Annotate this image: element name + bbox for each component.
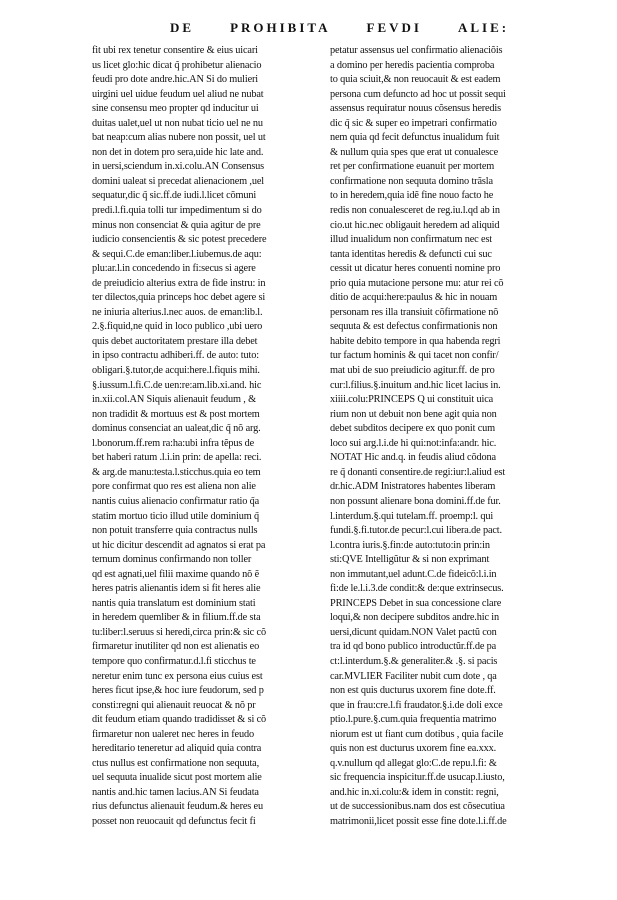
text-line: heres patris alienantis idem si fit heres alie	[92, 583, 261, 595]
text-line: non possunt alienare bona domini.ff.de fur.	[330, 495, 501, 507]
text-line: persona cum defuncto ad hoc ut possit sequi	[330, 88, 506, 100]
text-line: bet haberi ratum .l.i.in prin: de apella: reci.	[92, 452, 262, 464]
text-line: re q̃ donanti consentire.de regi:iur:l.aliud est	[330, 466, 506, 478]
text-line: hereditario teneretur ad aliquid quia contra	[92, 743, 262, 755]
text-line: dit feudum etiam quando tradidisset & si cõ	[92, 714, 266, 726]
text-line: dominus consenciat an ualeat,dic q̃ nõ arg.	[92, 423, 261, 435]
text-line: obligari.§.tutor,de acqui:here.l.fiquis mihi.	[92, 365, 260, 377]
text-line: & nullum quia spes que erat ut conualesce	[330, 146, 498, 158]
text-line: car.MVLIER Faciliter nubit cum dote , qa	[330, 670, 497, 682]
text-line: ditio de acqui:here:paulus & hic in nouam	[330, 292, 498, 304]
text-line: uel sequuta inualide sicut post mortem alie	[92, 772, 262, 784]
text-line: sic frequencia inspicitur.ff.de usucap.l.iusto,	[330, 772, 505, 784]
text-line: illud inualidum non confirmatum nec est	[330, 234, 493, 246]
text-line: minus non consenciat & quia agitur de pre	[92, 219, 261, 231]
text-line: dr.hic.ADM Inistratores habentes liberam	[330, 481, 496, 493]
text-line: consti:regni qui alienauit reuocat & nõ pr	[92, 699, 256, 711]
text-line: l.bonorum.ff.rem ra:ha:ubi infra tẽpus de	[92, 437, 255, 449]
text-line: sequuta & est defectus confirmationis non	[330, 321, 498, 333]
text-line: nem quia qd fecit defunctus inualidum fuit	[330, 132, 500, 144]
text-line: sequatur,dic q̃ sic.ff.de iudi.l.licet cõmuni	[92, 190, 257, 202]
text-line: ut hic dicitur descendit ad agnatos si erat pa	[92, 539, 266, 551]
text-line: non tradidit & mortuus est & post mortem	[92, 408, 260, 420]
text-line: to quia sciuit,& non reuocauit & est eadem	[330, 74, 501, 86]
text-line: nantis cuius alienacio confirmatur ratio q̃a	[92, 495, 260, 507]
text-line: uirgini uel uidue feudum uel aliud ne nubat	[92, 88, 264, 100]
text-line: plu:ar.l.in concedendo in fi:secus si agere	[92, 263, 256, 275]
text-line: PRINCEPS Debet in sua concessione clare	[330, 597, 502, 609]
text-line: ctus nullus est confirmatione non sequuta,	[92, 757, 259, 769]
text-line: in.xii.col.AN Siquis alienauit feudum , &	[92, 394, 257, 406]
text-line: que in frau:cre.l.fi fraudator.§.i.de doli exce	[330, 699, 503, 711]
text-line: l.interdum.§.qui tutelam.ff. proemp:l. qui	[330, 510, 494, 522]
header-word: DE	[170, 20, 195, 35]
text-line: q.v.nullum qd allegat glo:C.de repu.l.fi: &	[330, 757, 497, 769]
text-line: assensus requiratur nouus cõsensus heredis	[330, 103, 501, 115]
text-line: l.contra iuris.§.fin:de auto:tuto:in prin:in	[330, 539, 490, 551]
text-line: domini ualeat si precedat alienacionem ,uel	[92, 175, 264, 187]
text-line: a domino per heredis pacientia comproba	[330, 59, 495, 71]
text-line: in heredem quemliber & in filium.ff.de sta	[92, 612, 261, 624]
text-line: confirmatione non sequuta domino trãsla	[330, 175, 493, 187]
text-line: prio quia mutacione persone mu: atur rei cõ	[330, 277, 504, 289]
text-line: quis non est ducturus uxorem fine ea.xxx.	[330, 743, 497, 755]
text-line: feudi pro dote andre.hic.AN Si do mulieri	[92, 74, 258, 86]
text-line: ct:l.interdum.§.& generaliter.& .§. si pacis	[330, 655, 498, 667]
header-word: FEVDI	[366, 20, 422, 35]
text-line: nantis and.hic tamen lacius.AN Si feudata	[92, 786, 259, 798]
text-line: non immutant,uel adunt.C.de fideicõ:l.i.in	[330, 568, 497, 580]
text-line: cio.ut hic.nec obligauit heredem ad aliquid	[330, 219, 500, 231]
text-line: rium non ut debuit non bene agit quia non	[330, 408, 497, 420]
text-line: loqui,& non decipere subditos andre.hic in	[330, 612, 499, 624]
text-line: dic q̃ sic & super eo impetrari confirmatio	[330, 117, 497, 129]
text-line: ternum dominus confirmando non toller	[92, 554, 252, 566]
text-line: 2.§.fiquid,ne quid in loco publico ,ubi uero	[92, 321, 263, 333]
header-word: PROHIBITA	[230, 20, 331, 35]
text-line: cur:l.filius.§.inuitum and.hic licet lacius in.	[330, 379, 501, 391]
text-line: ter dilectos,quia princeps hoc debet agere si	[92, 292, 266, 304]
text-line: firmaretur inutiliter qd non est alienatis eo	[92, 641, 260, 653]
text-line: cessit ut dicatur heres conuenti nomine pro	[330, 263, 501, 275]
text-line: tra id qd bono publico introductũr.ff.de pa	[330, 641, 497, 653]
text-line: non potuit transferre quia contractus nulls	[92, 525, 258, 537]
text-line: neretur enim tunc ex persona eius cuius est	[92, 670, 263, 682]
text-line: firmaretur non ualeret nec heres in feudo	[92, 728, 254, 740]
text-line: in ipso contractu adhiberi.ff. de auto: tuto:	[92, 350, 259, 362]
right-text-column	[330, 44, 552, 830]
text-line: fit ubi rex tenetur consentire & eius uicari	[92, 45, 258, 56]
text-line: petatur assensus uel confirmatio alienaciõis	[330, 45, 503, 56]
text-line: ret per confirmatione euanuit per mortem	[330, 161, 495, 173]
text-line: us licet glo:hic dicat q̃ prohibetur alienacio	[92, 59, 262, 71]
text-line: redis non conualesceret de reg.iu.l.qd ab in	[330, 205, 500, 217]
text-line: fundi.§.fi.tutor.de pecur:l.cui libera.de pact.	[330, 525, 502, 537]
text-line: NOTAT Hic and.q. in feudis aliud cõdona	[330, 452, 496, 464]
text-line: de preiudicio alterius extra de fide instru: in	[92, 277, 266, 289]
text-line: tanta identitas heredis & defuncti cui suc	[330, 248, 492, 260]
text-line: tur factum hominis & qui tacet non confir/	[330, 350, 499, 362]
text-line: uersi,dicunt quidam.NON Valet pactũ con	[330, 626, 497, 638]
text-line: to in heredem,quia idẽ fine nouo facto he	[330, 190, 494, 202]
text-line: nantis quia translatum est dominium stati	[92, 597, 256, 609]
running-header	[170, 20, 570, 42]
text-line: in uersi,sciendum in.xi.colu.AN Consensus	[92, 161, 265, 173]
text-line: rius defunctus alienauit feudum.& heres eu	[92, 801, 263, 813]
text-line: ne iniuria alterius.l.nec auos. de eman:lib.l.	[92, 306, 263, 318]
text-line: & sequi.C.de eman:liber.l.iubemus.de aqu:	[92, 248, 262, 260]
text-line: xiiii.colu:PRINCEPS Q ui constituit uica	[330, 394, 494, 406]
text-line: ut de successionibus.nam dos est cõsecutiua	[330, 801, 505, 813]
text-line: personam res illa transiuit cõfirmatione nõ	[330, 306, 499, 318]
text-line: bat neap:cum alias nubere non possit, uel ut	[92, 132, 266, 144]
text-line: habite debito tempore in qua habenda regri	[330, 335, 501, 347]
text-line: qd est agnati,uel filii maxime quando nõ ẽ	[92, 568, 259, 580]
text-line: loco sui arg.l.i.de hi qui:not:infa:andr. hic.	[330, 437, 497, 449]
text-line: & arg.de manu:testa.l.sticchus.quia eo tem	[92, 466, 261, 478]
text-line: quis debet auctoritatem prestare illa debet	[92, 335, 258, 347]
text-line: niorum est ut fiant cum dotibus , quia facile	[330, 728, 504, 740]
text-line: fi:de le.l.i.3.de condit:& de:que extrinsecus.	[330, 583, 504, 595]
text-line: tempore quo confirmatur.d.l.fi sticchus te	[92, 655, 256, 667]
text-line: non est quis ducturus uxorem fine dote.ff.	[330, 685, 496, 697]
text-line: and.hic in.xi.colu:& idem in constit: regni,	[330, 786, 499, 798]
text-line: duitas ualet,uel ut non nubat ticio uel ne nu	[92, 117, 263, 129]
text-line: ptio.l.pure.§.cum.quia frequentia matrimo	[330, 714, 497, 726]
text-line: iudicio consencientis & sic potest precedere	[92, 234, 267, 246]
text-line: sti:QVE Intelligũtur & si non exprimant	[330, 554, 490, 566]
text-line: pore confirmat quo res est aliena non alie	[92, 481, 256, 493]
text-line: debet subditos decipere ex quo ponit cum	[330, 423, 495, 435]
header-word: ALIE:	[457, 20, 510, 35]
text-line: heres ficut ipse,& hoc iure feudorum, sed p	[92, 685, 264, 697]
text-line: tu:liber:l.seruus si heredi,circa prin:& sic cõ	[92, 626, 266, 638]
text-line: statim mortuo ticio illud utile dominium q̃	[92, 510, 260, 522]
text-line: sine consensu meo propter qd inducitur ui	[92, 103, 259, 115]
text-line: §.iussum.l.fi.C.de uen:re:am.lib.xi.and. hic	[92, 379, 262, 391]
text-line: posset non reuocauit qd defunctus fecit fi	[92, 815, 256, 827]
text-line: mat ubi de suo preiudicio agitur.ff. de pro	[330, 365, 495, 377]
text-line: non det in dotem pro sera,uide hic late and.	[92, 146, 264, 158]
text-line: matrimonii,licet possit esse fine dote.l.i.ff.de	[330, 815, 507, 827]
left-text-column	[92, 44, 314, 830]
text-line: predi.l.fi.quia tolli tur impedimentum si do	[92, 205, 262, 217]
